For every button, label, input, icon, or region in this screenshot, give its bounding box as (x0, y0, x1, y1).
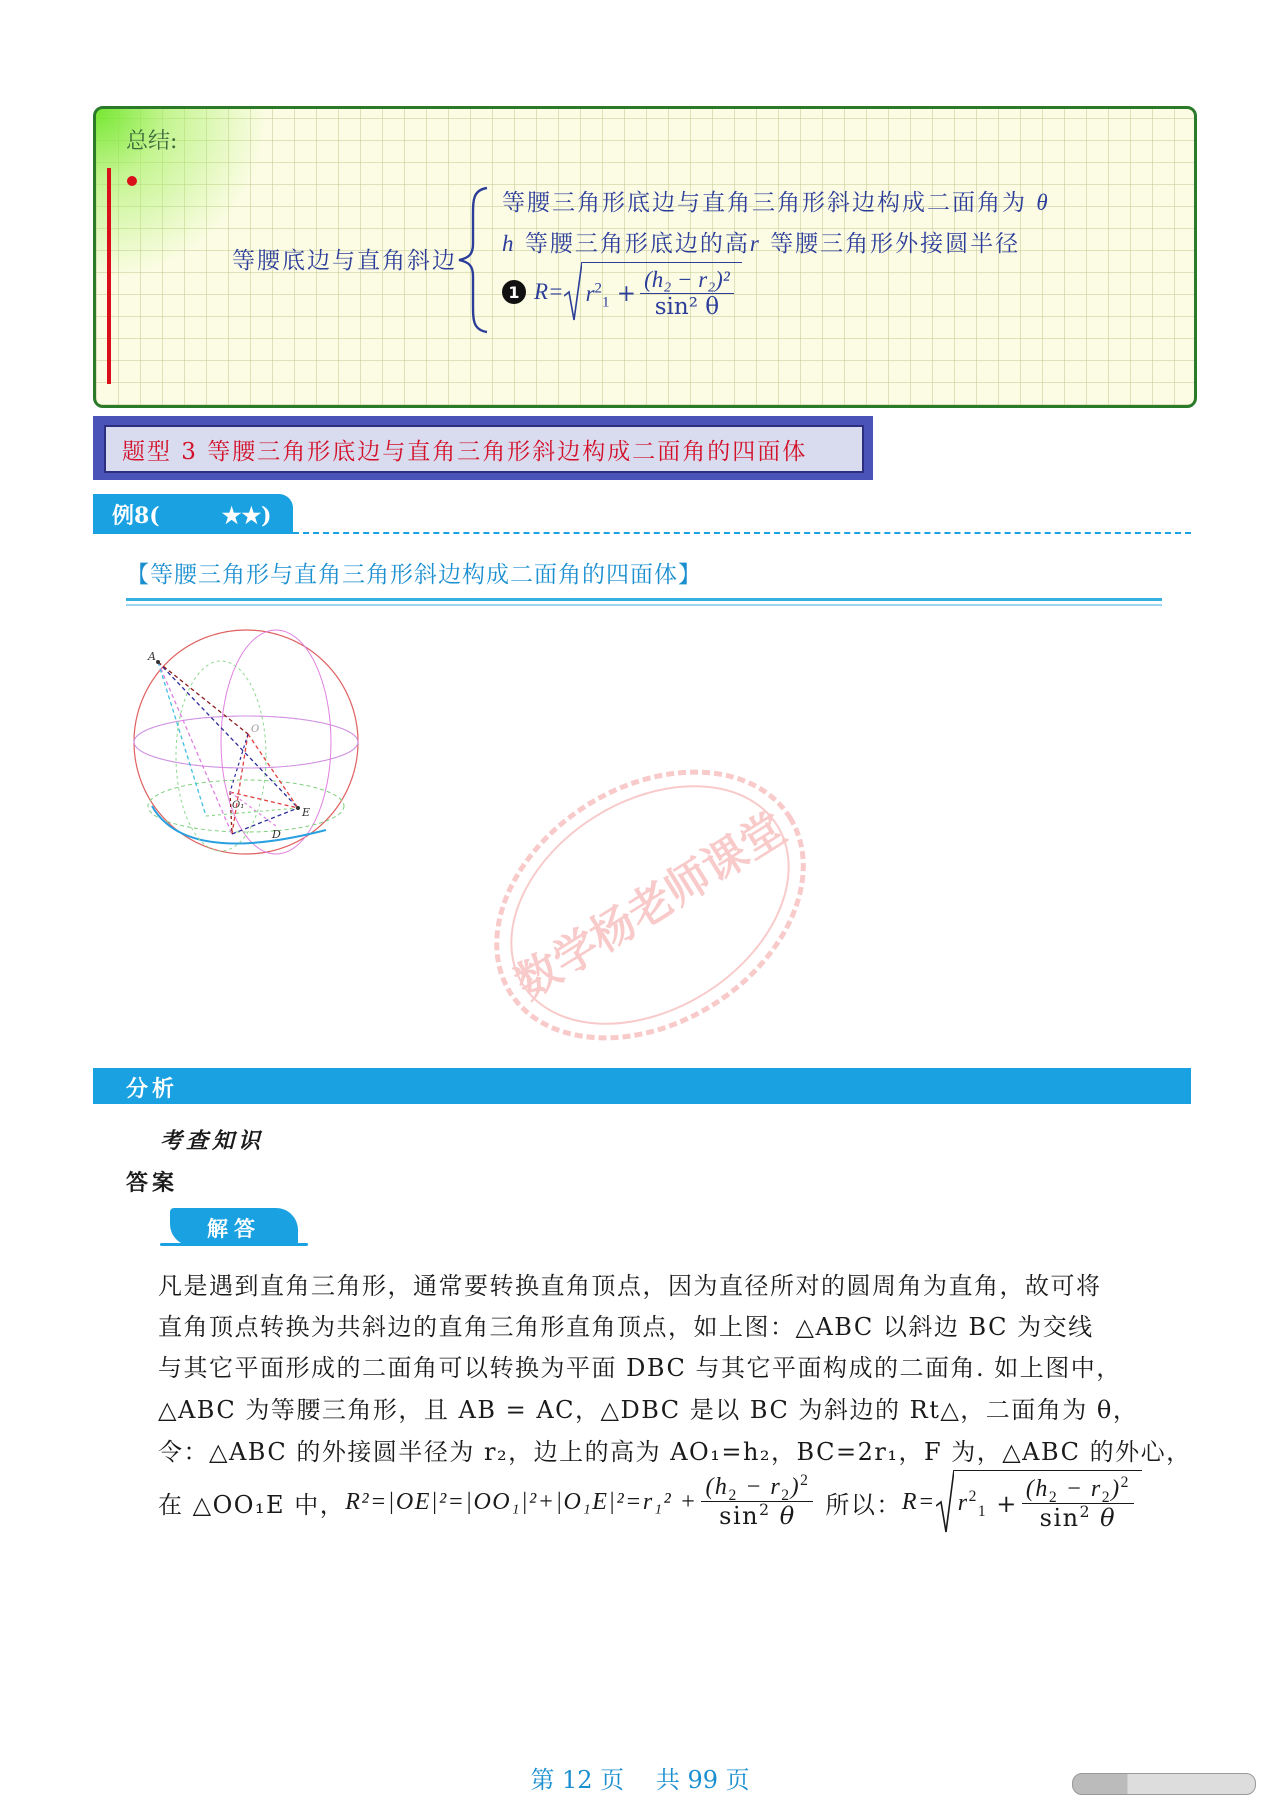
solution-line-2: 直角顶点转换为共斜边的直角三角形直角顶点，如上图：△ABC 以斜边 BC 为交线 (158, 1313, 1094, 1341)
example-label: 例8( ★★) (112, 503, 272, 529)
left-brace-icon (455, 186, 491, 334)
knowledge-label: 考查知识 (160, 1128, 265, 1154)
sphere-tetrahedron-figure (126, 616, 376, 866)
solution-tab-label: 解答 (207, 1216, 261, 1241)
page-number: 第 12 页 (530, 1766, 625, 1794)
analysis-title: 分析 (126, 1076, 179, 1102)
summary-left-label: 等腰底边与直角斜边 (232, 248, 457, 274)
solution-line-1: 凡是遇到直角三角形，通常要转换直角顶点，因为直径所对的圆周角为直角，故可将 (158, 1272, 1102, 1300)
watermark-stamp (470, 755, 830, 1055)
solution-line-6: 在 △OO₁E 中， R²=|OE|²=|OO₁|²+|O₁E|²=r₁² + $\frac{(h_2 - r_2)^2}{\sin^2 \theta}$ 所以： R= $r^2_1$ + $\frac{(h_2 - r_2)^2}{\sin^2 \theta}$ (158, 1470, 1142, 1534)
type-banner-title: 题型 3 等腰三角形底边与直角三角形斜边构成二面角的四面体 (122, 439, 808, 465)
label-o1: O₁ (232, 800, 245, 811)
solution-line-4: △ABC 为等腰三角形，且 AB = AC，△DBC 是以 BC 为斜边的 Rt△，二面角为 θ， (158, 1396, 1139, 1424)
watermark-text: 数学杨老师课堂 (506, 803, 795, 1010)
scroll-indicator[interactable] (1072, 1773, 1256, 1795)
label-a: A (148, 650, 156, 663)
label-o: O (251, 724, 260, 735)
page-total: 共 99 页 (655, 1766, 750, 1794)
example-dashed-rule (293, 532, 1191, 534)
label-d: D (272, 828, 281, 841)
summary-line-2: h 等腰三角形底边的高r 等腰三角形外接圆半径 (502, 231, 1021, 257)
summary-title: 总结: (126, 129, 178, 154)
heading-rule (126, 598, 1162, 601)
problem-heading: 【等腰三角形与直角三角形斜边构成二面角的四面体】 (126, 562, 702, 588)
summary-formula: 1 R= $r^2_1$ + $\frac{\text{(h₂ − r₂)²}}{\text{sin² θ}}$ (502, 262, 742, 322)
analysis-bar (93, 1068, 1191, 1104)
number-badge: 1 (502, 280, 526, 304)
solution-tab-underline (160, 1243, 308, 1246)
heading-rule-thin (126, 604, 1162, 606)
bullet-icon (127, 176, 137, 186)
solution-line-5: 令：△ABC 的外接圆半径为 r₂，边上的高为 AO₁=h₂，BC=2r₁，F 为，△ABC 的外心， (158, 1438, 1192, 1466)
summary-line-1: 等腰三角形底边与直角三角形斜边构成二面角为 θ (502, 190, 1050, 216)
solution-line-3: 与其它平面形成的二面角可以转换为平面 DBC 与其它平面构成的二面角. 如上图中， (158, 1354, 1122, 1382)
answer-label: 答案 (126, 1170, 179, 1196)
label-e: E (302, 806, 311, 819)
summary-accent-bar (107, 168, 111, 384)
